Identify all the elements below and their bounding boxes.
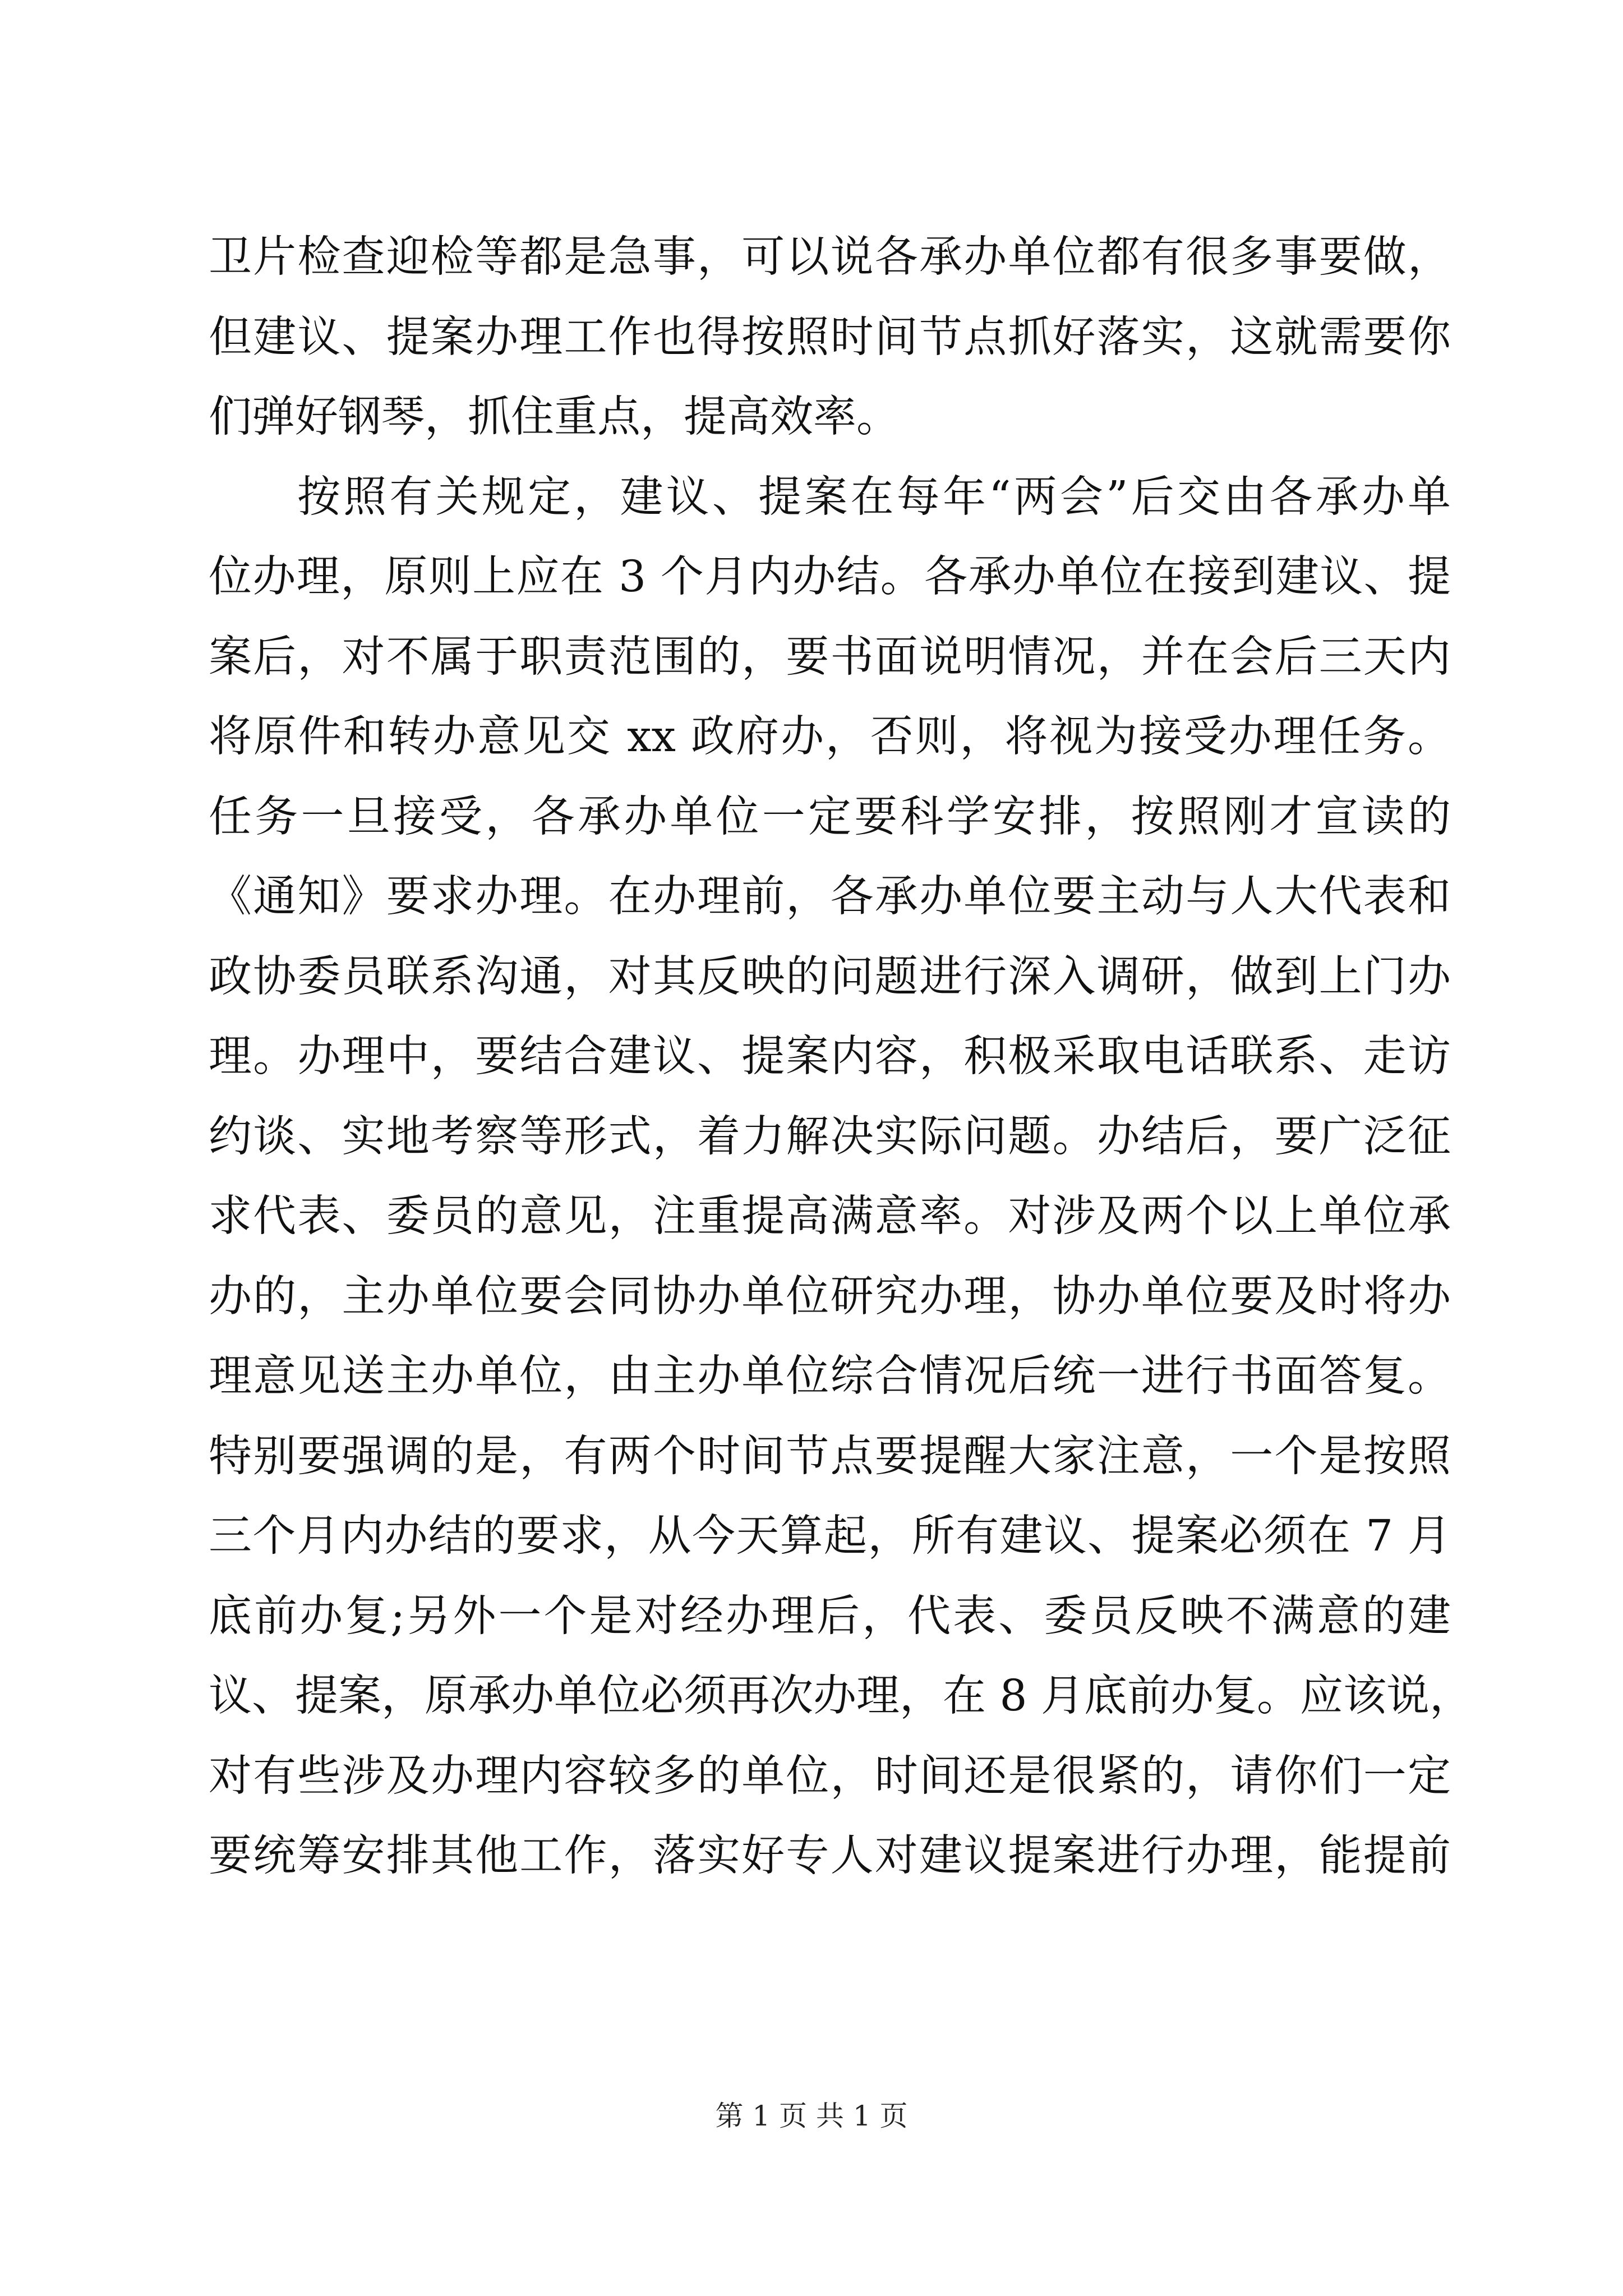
body-text	[209, 218, 1473, 1897]
text-line: 将原件和转办意见交 xx 政府办，否则，将视为接受办理任务。	[209, 712, 1451, 762]
text-line: 任务一旦接受，各承办单位一定要科学安排，按照刚才宣读的	[209, 792, 1451, 842]
text-line: 议、提案，原承办单位必须再次办理，在 8 月底前办复。应该说，	[209, 1671, 1473, 1721]
text-line: 政协委员联系沟通，对其反映的问题进行深入调研，做到上门办	[209, 951, 1451, 1002]
text-line: 卫片检查迎检等都是急事，可以说各承办单位都有很多事要做，	[209, 232, 1451, 282]
text-line: 但建议、提案办理工作也得按照时间节点抓好落实，这就需要你	[209, 312, 1451, 362]
text-line: 约谈、实地考察等形式，着力解决实际问题。办结后，要广泛征	[209, 1111, 1451, 1162]
text-line: 要统筹安排其他工作，落实好专人对建议提案进行办理，能提前	[209, 1831, 1451, 1881]
text-line: 理。办理中，要结合建议、提案内容，积极采取电话联系、走访	[209, 1032, 1451, 1082]
text-line: 们弹好钢琴，抓住重点，提高效率。	[209, 392, 900, 442]
text-line: 理意见送主办单位，由主办单位综合情况后统一进行书面答复。	[209, 1351, 1451, 1401]
text-line: 案后，对不属于职责范围的，要书面说明情况，并在会后三天内	[209, 632, 1451, 682]
paragraph-first-line: 按照有关规定，建议、提案在每年“两会”后交由各承办单	[297, 472, 1451, 522]
text-line: 求代表、委员的意见，注重提高满意率。对涉及两个以上单位承	[209, 1191, 1451, 1241]
text-line: 底前办复;另外一个是对经办理后，代表、委员反映不满意的建	[209, 1591, 1451, 1641]
text-line: 特别要强调的是，有两个时间节点要提醒大家注意，一个是按照	[209, 1431, 1451, 1481]
text-line: 位办理，原则上应在 3 个月内办结。各承办单位在接到建议、提	[209, 552, 1451, 602]
text-line: 对有些涉及办理内容较多的单位，时间还是很紧的，请你们一定	[209, 1751, 1451, 1801]
page-number-footer: 第 1 页 共 1 页	[715, 2100, 908, 2132]
text-line: 办的，主办单位要会同协办单位研究办理，协办单位要及时将办	[209, 1271, 1451, 1322]
text-line: 三个月内办结的要求，从今天算起，所有建议、提案必须在 7 月	[209, 1511, 1451, 1561]
text-line: 《通知》要求办理。在办理前，各承办单位要主动与人大代表和	[209, 872, 1451, 922]
